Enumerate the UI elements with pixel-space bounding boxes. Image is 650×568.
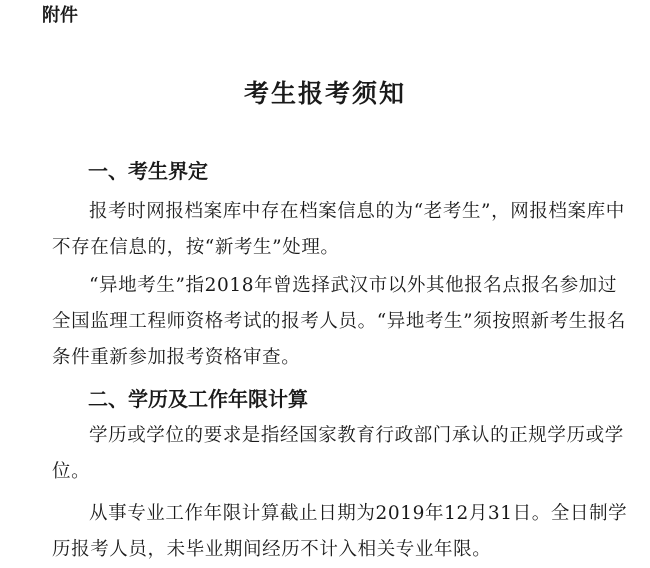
paragraph-remote-candidate: “异地考生”指2018年曾选择武汉市以外其他报名点报名参加过全国监理工程师资格考试的报考人员。“异地考生”须按照新考生报名条件重新参加报考资格审查。	[52, 275, 627, 368]
paragraph-education-requirement: 学历或学位的要求是指经国家教育行政部门承认的正规学历或学位。	[52, 425, 624, 482]
attachment-label: 附件	[42, 5, 78, 26]
section-heading-education-work-years: 二、学历及工作年限计算	[88, 387, 308, 411]
page-title: 考生报考须知	[243, 79, 406, 108]
paragraph-old-new-candidate: 报考时网报档案库中存在档案信息的为“老考生”，网报档案库中不存在信息的，按“新考生”处理。	[52, 201, 625, 258]
section-heading-candidate-definition: 一、考生界定	[88, 159, 208, 183]
paragraph-work-years-cutoff: 从事专业工作年限计算截止日期为2019年12月31日。全日制学历报考人员，未毕业期间经历不计入相关专业年限。	[52, 503, 628, 560]
